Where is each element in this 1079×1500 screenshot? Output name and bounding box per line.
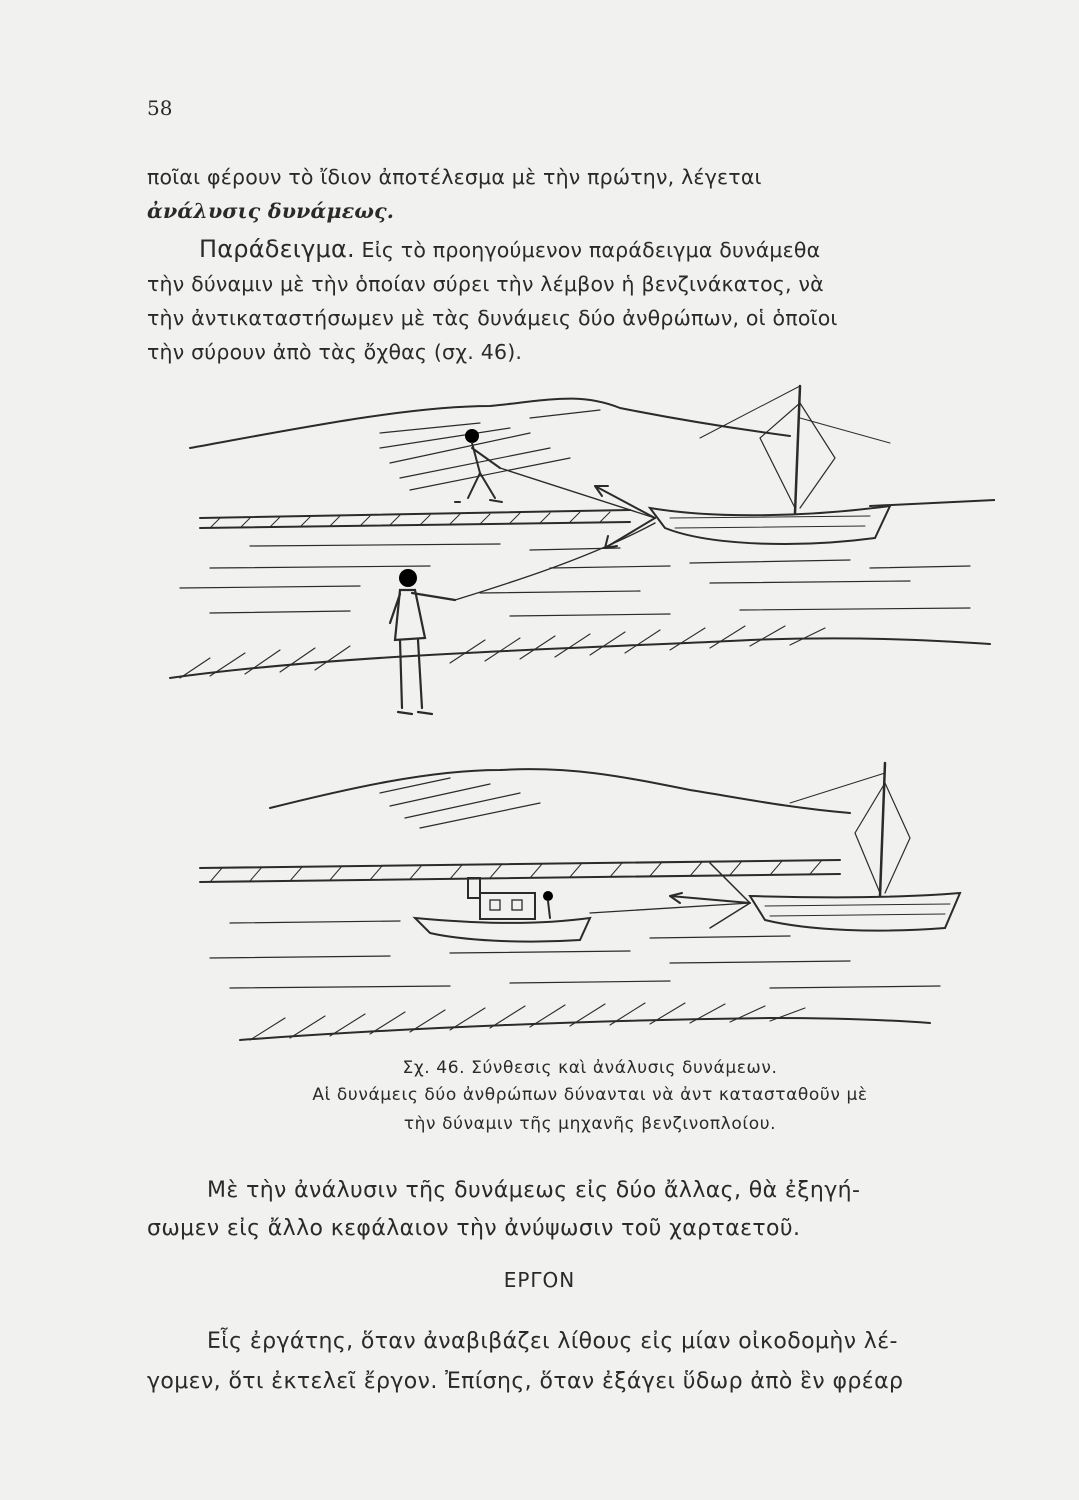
example-line1: Εἰς τὸ προηγούμενον παράδειγμα δυνάμεθα xyxy=(354,238,821,262)
example-lead: Παράδειγμα. xyxy=(199,235,355,263)
term-force-analysis: ἀνάλυσις δυνάμεως. xyxy=(147,199,395,223)
paragraph-work-line2: γομεν, ὅτι ἐκτελεῖ ἔργον. Ἐπίσης, ὅταν ἐξάγει ὕδωρ ἀπὸ ἓν φρέαρ xyxy=(147,1369,904,1394)
figure-caption-title: Σχ. 46. Σύνθεσις καὶ ἀνάλυσις δυνάμεων. xyxy=(402,1058,778,1078)
paragraph-kite-line2: σωμεν εἰς ἄλλο κεφάλαιον τὴν ἀνύψωσιν τοῦ χαρταετοῦ. xyxy=(147,1216,801,1241)
page-number: 58 xyxy=(147,96,173,120)
paragraph-intro xyxy=(147,160,1007,228)
paragraph-work xyxy=(147,1322,1007,1402)
figure-caption-line3: τὴν δύναμιν τῆς μηχανῆς βενζινοπλοίου. xyxy=(403,1114,777,1134)
example-line2: τὴν δύναμιν μὲ τὴν ὁποίαν σύρει τὴν λέμβον ἡ βενζινάκατος, νὰ xyxy=(147,272,824,296)
paragraph-example xyxy=(147,232,1007,369)
paragraph-kite-line1: Μὲ τὴν ἀνάλυσιν τῆς δυνάμεως εἰς δύο ἄλλας, θὰ ἐξηγή- xyxy=(207,1178,861,1203)
example-line4: τὴν σύρουν ἀπὸ τὰς ὄχθας (σχ. 46). xyxy=(147,340,523,364)
paragraph-kite xyxy=(147,1172,1007,1248)
paragraph-intro-line1: ποῖαι φέρουν τὸ ἴδιον ἀποτέλεσμα μὲ τὴν πρώτην, λέγεται xyxy=(147,165,762,189)
figure-caption-line2: Αἱ δυνάμεις δύο ἀνθρώπων δύνανται νὰ ἀντ κατασταθοῦν μὲ xyxy=(312,1085,868,1105)
example-line3: τὴν ἀντικαταστήσωμεν μὲ τὰς δυνάμεις δύο ἀνθρώπων, οἱ ὁποῖοι xyxy=(147,306,838,330)
section-heading-work: ΕΡΓΟΝ xyxy=(503,1268,576,1292)
paragraph-work-line1: Εἷς ἐργάτης, ὅταν ἀναβιβάζει λίθους εἰς μίαν οἰκοδομὴν λέ- xyxy=(207,1329,898,1354)
figure-motorboat-towing-boat xyxy=(150,748,995,1048)
figure-two-men-pulling-boat xyxy=(150,378,995,738)
